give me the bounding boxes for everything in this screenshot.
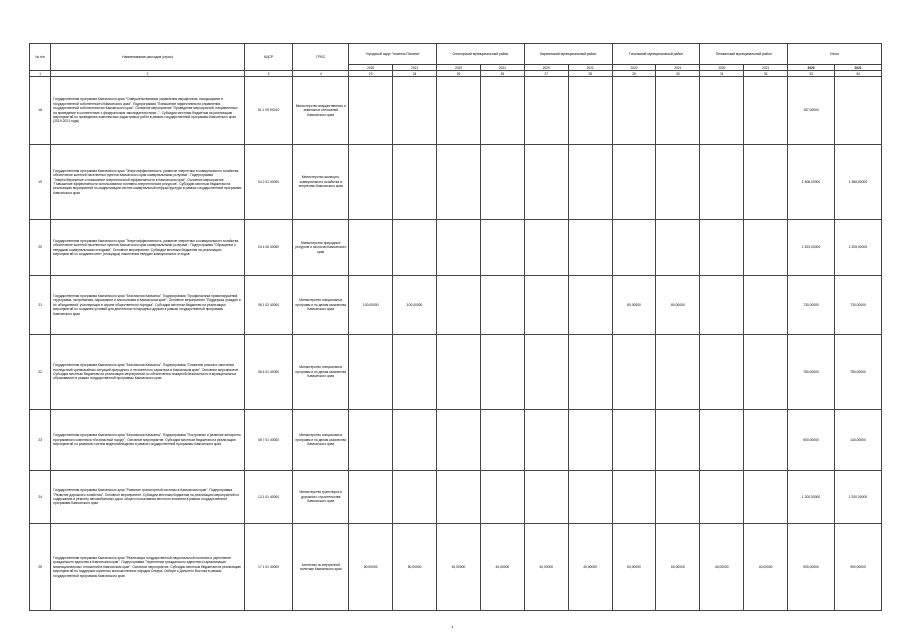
row-kcsr-code: 13 1 01 40000 (244, 471, 292, 524)
row-value (656, 145, 700, 220)
row-value (834, 77, 881, 145)
row-value (568, 471, 612, 524)
row-value (393, 335, 437, 410)
row-value (349, 145, 393, 220)
row-value (744, 335, 788, 410)
year-cell: 2020 (612, 65, 656, 71)
row-grbs: Агентство по внутренней политике Камчатского края (293, 524, 349, 611)
column-number: 28 (568, 71, 612, 77)
column-number: 23 (349, 71, 393, 77)
row-value: 1 200,00000 (788, 471, 835, 524)
year-cell: 2021 (568, 65, 612, 71)
row-value (393, 220, 437, 276)
row-number: 19 (30, 145, 51, 220)
row-value: 140,00000 (834, 410, 881, 471)
row-value (744, 77, 788, 145)
year-cell: 2021 (480, 65, 524, 71)
row-description: Государственная программа Камчатского края "Безопасная Камчатка". Подпрограмма "Построение и развитие аппаратно-программного комплекса «Безопасный город»". Основное мероприятие. Субсидии местным бюджетам на реализацию мероприятий по развитию систем видеонаблюдения в рамках государственной программы Камчатского края (51, 410, 245, 471)
row-value: 60,00000 (656, 524, 700, 611)
row-value: 900,00000 (834, 524, 881, 611)
row-value: 60,00000 (612, 524, 656, 611)
table-row (30, 276, 882, 335)
row-value (700, 410, 744, 471)
row-number: 23 (30, 410, 51, 471)
row-value: 780,00000 (834, 335, 881, 410)
row-value: 40,00000 (744, 524, 788, 611)
row-value (524, 276, 568, 335)
row-value (437, 335, 481, 410)
row-value: 40,00000 (437, 524, 481, 611)
row-value: 50,00000 (393, 524, 437, 611)
table-row (30, 145, 882, 220)
row-value (744, 471, 788, 524)
year-cell: 2020 (349, 65, 393, 71)
row-value (524, 410, 568, 471)
row-number: 24 (30, 471, 51, 524)
row-value (480, 276, 524, 335)
row-description: Государственная программа Камчатского края "Развитие транспортной системы в Камчатском крае". Подпрограмма "Развитие дорожного хозяйства". Основное мероприятие. Субсидии местным бюджетам на реализацию мероприятий по содержанию и ремонту автомобильных дорог общего пользования местного значения в рамках государственной программы Камчатского края (51, 471, 245, 524)
row-value (700, 276, 744, 335)
page-number: 1 (451, 624, 454, 629)
row-value (437, 77, 481, 145)
row-value (349, 410, 393, 471)
row-value (393, 145, 437, 220)
row-value (524, 471, 568, 524)
row-value (480, 471, 524, 524)
column-number: 33 (788, 71, 835, 77)
year-cell: 2021 (744, 65, 788, 71)
row-value (744, 410, 788, 471)
row-value: 1 356,00000 (834, 145, 881, 220)
row-value (656, 220, 700, 276)
row-value (349, 335, 393, 410)
column-number: 32 (744, 71, 788, 77)
column-number: 24 (393, 71, 437, 77)
row-value (656, 410, 700, 471)
row-kcsr-code: 04 2 01 40000 (244, 145, 292, 220)
row-kcsr-code: 01 1 09 9Х010 (244, 77, 292, 145)
row-value (480, 220, 524, 276)
row-grbs: Министерство специальных программ и по делам казачества Камчатского края (293, 410, 349, 471)
row-value (568, 220, 612, 276)
row-description: Государственная программа Камчатского края "Безопасная Камчатка". Подпрограмма "Профилактика правонарушений, терроризма, экстремизма, наркомании и алкоголизма в Камчатском крае". Основное мероприятие "Поддержка граждан и их объединений, участвующих в охране общественного порядка". Субсидии местным бюджетам на реализацию мероприятий по созданию условий для деятельности народных дружин в рамках государственной программы Камчатского края (51, 276, 245, 335)
row-kcsr-code: 08 4 01 40000 (244, 335, 292, 410)
row-kcsr-code: 17 1 01 40000 (244, 524, 292, 611)
row-grbs: Министерство специальных программ и по делам казачества Камчатского края (293, 276, 349, 335)
row-value (656, 335, 700, 410)
table-body (30, 77, 882, 611)
row-value (700, 335, 744, 410)
column-number: 3 (244, 71, 292, 77)
row-value: 80,00000 (612, 276, 656, 335)
row-value: 730,00000 (834, 276, 881, 335)
row-value: 157,00000 (788, 77, 835, 145)
row-value: 500,00000 (788, 410, 835, 471)
row-value (393, 410, 437, 471)
column-number: 31 (700, 71, 744, 77)
column-number: 30 (656, 71, 700, 77)
row-value: 40,00000 (700, 524, 744, 611)
year-cell: 2021 (834, 65, 881, 71)
row-value: 1 200,00000 (834, 471, 881, 524)
header-group: Карагинский муниципальный район (524, 44, 612, 65)
header-group: Городской округ "поселок Палана" (349, 44, 437, 65)
year-cell: 2020 (437, 65, 481, 71)
row-number: 25 (30, 524, 51, 611)
budget-table-sheet (29, 43, 882, 611)
row-number: 20 (30, 220, 51, 276)
year-cell: 2020 (788, 65, 835, 71)
row-value (349, 77, 393, 145)
row-value (744, 220, 788, 276)
row-value (744, 145, 788, 220)
row-grbs: Министерство жилищно-коммунального хозяйства и энергетики Камчатского края (293, 145, 349, 220)
row-value (612, 77, 656, 145)
row-number: 18 (30, 77, 51, 145)
table-row (30, 471, 882, 524)
row-value: 40,00000 (568, 524, 612, 611)
header-name: Наименование расходов (строк) (51, 44, 245, 71)
row-value (700, 471, 744, 524)
row-kcsr-code: 08 7 01 40000 (244, 410, 292, 471)
row-number: 21 (30, 276, 51, 335)
row-value: 100,00000 (349, 276, 393, 335)
column-number: 25 (437, 71, 481, 77)
row-value (700, 77, 744, 145)
row-grbs: Министерство природных ресурсов и экологии Камчатского края (293, 220, 349, 276)
header-kcsr: КЦСР (244, 44, 292, 71)
row-value (524, 335, 568, 410)
year-cell: 2021 (656, 65, 700, 71)
row-description: Государственная программа Камчатского края "Энергоэффективность, развитие энергетики и коммунального хозяйства, обеспечение жителей населенных пунктов Камчатского края коммунальными услугами". Подпрограмма "Обращение с твердыми коммунальными отходами". Основное мероприятие. Субсидии местным бюджетам на реализацию мероприятий по созданию мест (площадок) накопления твердых коммунальных отходов (51, 220, 245, 276)
row-value: 1 205,00000 (834, 220, 881, 276)
column-number: 4 (293, 71, 349, 77)
row-value (437, 145, 481, 220)
table-row (30, 77, 882, 145)
column-number: 2 (51, 71, 245, 77)
column-number: 1 (30, 71, 51, 77)
header-group: Тигильский муниципальный район (612, 44, 700, 65)
row-value (349, 471, 393, 524)
row-value (524, 145, 568, 220)
row-value (656, 77, 700, 145)
row-value (612, 410, 656, 471)
budget-table (29, 43, 882, 611)
row-value (437, 276, 481, 335)
row-description: Государственная программа Камчатского края "Реализация государственной национальной политики и укрепление гражданского единства в Камчатском крае". Подпрограмма "Укрепление гражданского единства и гармонизация межнациональных отношений в Камчатском крае". Основное мероприятие. Субсидии местным бюджетам на реализацию мероприятий по поддержке коренных малочисленных народов Севера, Сибири и Дальнего Востока в рамках государственной программы Камчатского края (51, 524, 245, 611)
table-row (30, 220, 882, 276)
row-value (524, 77, 568, 145)
column-number: 34 (834, 71, 881, 77)
row-value (437, 410, 481, 471)
row-value (568, 410, 612, 471)
row-kcsr-code: 08 1 02 40000 (244, 276, 292, 335)
row-value (480, 77, 524, 145)
row-value: 1 523,00000 (788, 220, 835, 276)
row-value (480, 335, 524, 410)
row-value: 780,00000 (788, 335, 835, 410)
row-value (437, 220, 481, 276)
row-value (612, 145, 656, 220)
row-value (393, 77, 437, 145)
year-cell: 2020 (700, 65, 744, 71)
row-value (568, 335, 612, 410)
year-cell: 2020 (524, 65, 568, 71)
header-group: Олюторский муниципальный район (437, 44, 525, 65)
row-value: 80,00000 (656, 276, 700, 335)
row-value (437, 471, 481, 524)
row-value: 100,00000 (393, 276, 437, 335)
row-value: 900,00000 (788, 524, 835, 611)
row-description: Государственная программа Камчатского края "Безопасная Камчатка". Подпрограмма "Снижение рисков и смягчение последствий чрезвычайных ситуаций природного и техногенного характера в Камчатском крае". Основное мероприятие. Субсидии местным бюджетам на реализацию мероприятий по обеспечению пожарной безопасности в муниципальных образованиях в рамках государственной программы Камчатского края (51, 335, 245, 410)
row-value (612, 220, 656, 276)
row-value (393, 471, 437, 524)
column-number: 29 (612, 71, 656, 77)
row-value (700, 145, 744, 220)
row-value: 730,00000 (788, 276, 835, 335)
row-value (656, 471, 700, 524)
row-value (568, 276, 612, 335)
header-grbs: ГРБС (293, 44, 349, 71)
table-row (30, 335, 882, 410)
row-grbs: Министерство имущественных и земельных отношений Камчатского края (293, 77, 349, 145)
table-row (30, 410, 882, 471)
row-kcsr-code: 04 4 06 40060 (244, 220, 292, 276)
row-value (612, 471, 656, 524)
row-description: Государственная программа Камчатского края "Совершенствование управления имуществом, находящимся в государственной собственности Камчатского края". Подпрограмма "Повышение эффективности управления государственной собственностью Камчатского края". Основное мероприятие "Проведение мероприятий, направленных на приведение в соответствие с федеральным законодательством...". Субсидии местным бюджетам на реализацию мероприятий по проведению комплексных кадастровых работ в рамках государственной программы Камчатского края (2019-2021 годы) (51, 77, 245, 145)
row-value: 50,00000 (349, 524, 393, 611)
row-number: 22 (30, 335, 51, 410)
column-number: 26 (480, 71, 524, 77)
row-value (480, 410, 524, 471)
header-group-total: Итого (788, 44, 882, 65)
row-value (612, 335, 656, 410)
row-description: Государственная программа Камчатского края "Энергоэффективность, развитие энергетики и коммунального хозяйства, обеспечение жителей населенных пунктов Камчатского края коммунальными услугами". Подпрограмма "Энергосбережение и повышение энергетической эффективности в Камчатском крае". Основное мероприятие "Повышение эффективности использования топливно-энергетических ресурсов". Субсидии местным бюджетам на реализацию мероприятий по модернизации систем коммунальной инфраструктуры в рамках государственной программы Камчатского края (51, 145, 245, 220)
row-value: 1 506,00000 (788, 145, 835, 220)
header-group: Пенжинский муниципальный район (700, 44, 788, 65)
header-num: № п/п (30, 44, 51, 71)
row-value (524, 220, 568, 276)
row-value (700, 220, 744, 276)
row-value (349, 220, 393, 276)
table-row (30, 524, 882, 611)
row-grbs: Министерство специальных программ и по делам казачества Камчатского края (293, 335, 349, 410)
row-value (568, 77, 612, 145)
column-number: 27 (524, 71, 568, 77)
year-cell: 2021 (393, 65, 437, 71)
row-value: 40,00000 (480, 524, 524, 611)
row-value (480, 145, 524, 220)
row-grbs: Министерство транспорта и дорожного строительства Камчатского края (293, 471, 349, 524)
header-row (30, 44, 882, 65)
row-value (568, 145, 612, 220)
row-value (744, 276, 788, 335)
row-value: 40,00000 (524, 524, 568, 611)
